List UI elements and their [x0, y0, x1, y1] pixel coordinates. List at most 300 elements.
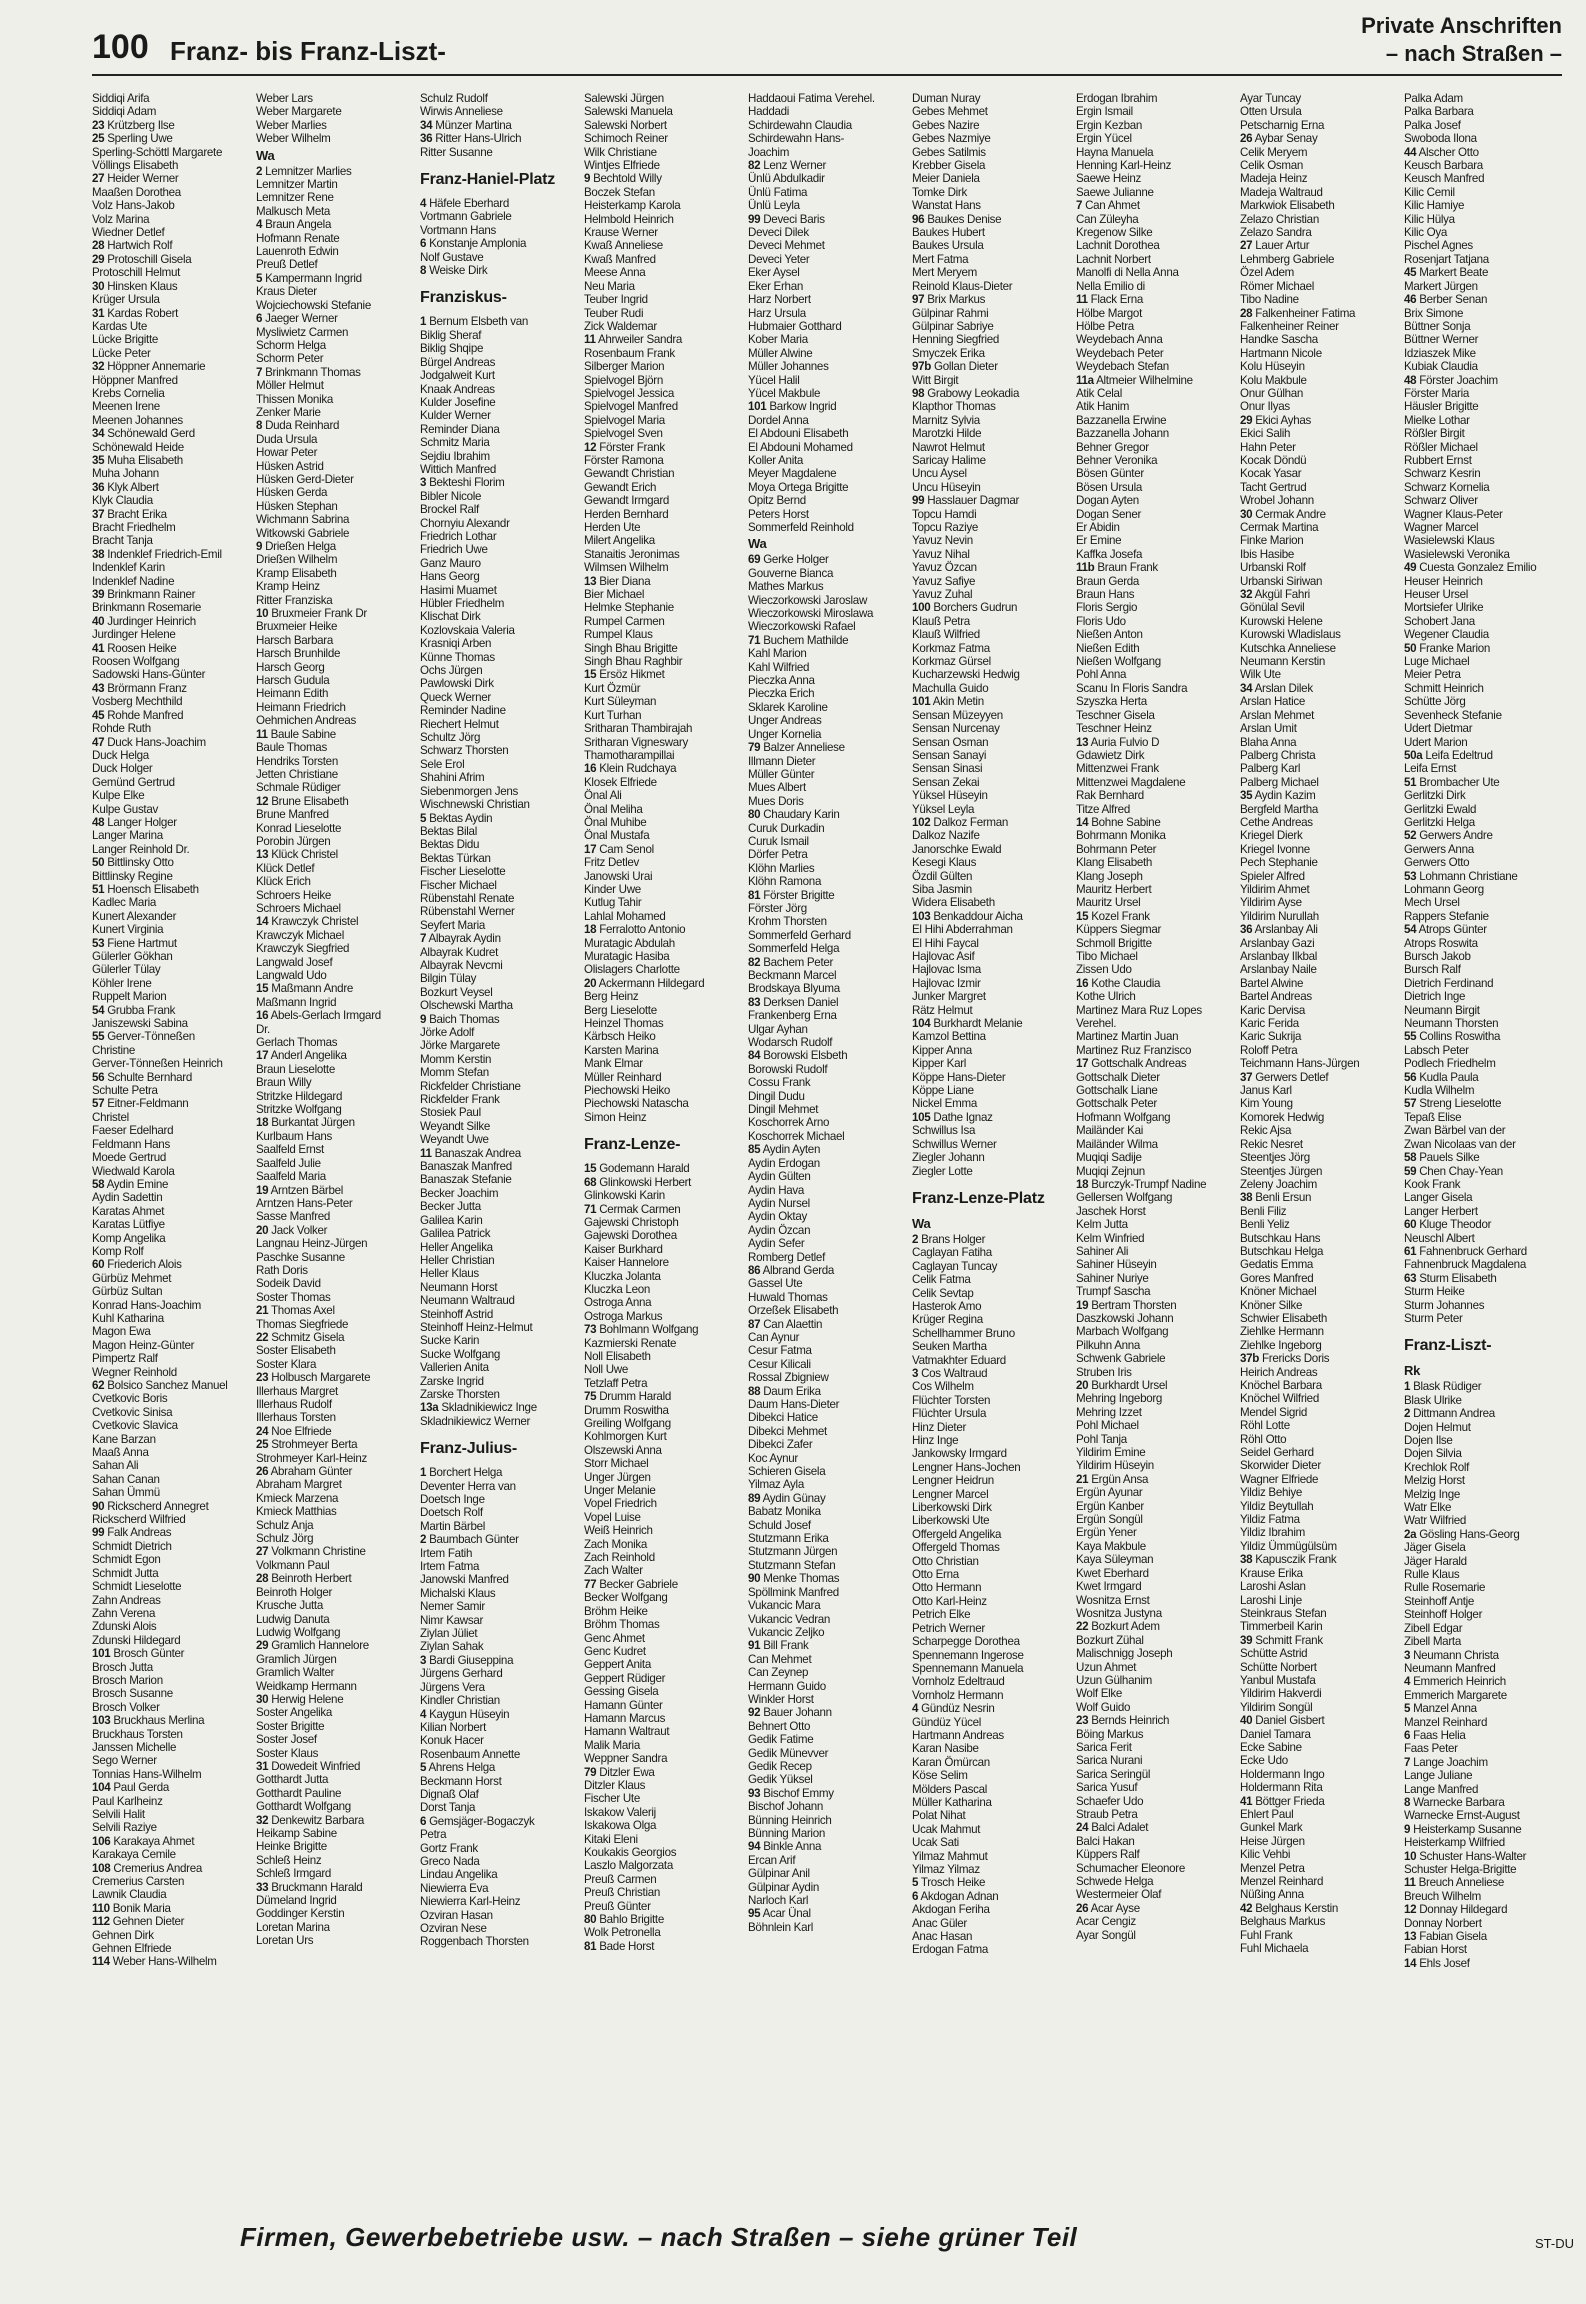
resident-name: Duck Holger [92, 762, 153, 776]
resident-name: Ziehlke Hermann [1240, 1325, 1324, 1339]
directory-entry [1240, 333, 1398, 346]
directory-entry [256, 553, 414, 566]
resident-name: Hamann Günter [584, 1698, 663, 1712]
resident-name: Kluczka Jolanta [584, 1269, 661, 1283]
resident-name: Beckmann Horst [420, 1774, 502, 1788]
resident-name: Gotthardt Pauline [256, 1786, 342, 1800]
directory-entry [584, 1551, 742, 1564]
directory-entry [420, 959, 578, 972]
resident-name: Dietrich Inge [1404, 990, 1466, 1004]
resident-name: Dalkoz Nazife [912, 829, 980, 843]
resident-name: Dümeland Ingrid [256, 1894, 337, 1908]
resident-name: Heikamp Sabine [256, 1827, 337, 1840]
directory-entry [1404, 1124, 1562, 1137]
directory-entry [584, 682, 742, 695]
resident-name: Klück Erich [256, 875, 311, 889]
house-number: 37b [1240, 1352, 1260, 1366]
directory-entry [1240, 709, 1398, 722]
directory-entry [420, 1214, 578, 1227]
directory-entry [912, 789, 1070, 802]
resident-name: Neumann Manfred [1404, 1661, 1496, 1675]
resident-name: Kurowski Helene [1240, 614, 1323, 628]
directory-entry [1076, 548, 1234, 561]
resident-name: Karakaya Cemile [92, 1848, 176, 1862]
directory-entry [912, 870, 1070, 883]
resident-name: Lange Juliane [1404, 1769, 1473, 1783]
directory-entry [1404, 1004, 1562, 1017]
directory-entry [1076, 1741, 1234, 1754]
directory-entry [1076, 1580, 1234, 1593]
directory-entry [912, 1071, 1070, 1084]
resident-name: Jurdinger Heinrich [107, 614, 196, 628]
directory-entry [748, 594, 906, 607]
directory-entry [584, 1310, 742, 1323]
resident-name: Cvetkovic Sinisa [92, 1405, 173, 1419]
directory-entry [748, 1157, 906, 1170]
section-title [1361, 12, 1562, 68]
directory-entry [912, 1675, 1070, 1688]
resident-name: Lemnitzer Martin [256, 178, 338, 192]
house-number: 41 [92, 641, 105, 655]
resident-name: Arslan Dilek [1254, 681, 1313, 695]
directory-entry [584, 1819, 742, 1832]
directory-entry [584, 1337, 742, 1350]
directory-entry [1404, 1528, 1562, 1541]
resident-name: Watr Wilfried [1404, 1514, 1467, 1528]
resident-name: Sensan Müzeyyen [912, 708, 1003, 722]
resident-name: Kriegel Ivonne [1240, 842, 1310, 856]
directory-entry [1404, 333, 1562, 346]
resident-name: Dibekci Zafer [748, 1438, 813, 1452]
directory-entry [748, 1371, 906, 1384]
resident-name: Gewandt Irmgard [584, 494, 670, 508]
directory-entry [584, 1071, 742, 1084]
directory-entry [584, 870, 742, 883]
resident-name: Thomas Siegfriede [256, 1317, 349, 1331]
directory-entry [1404, 1756, 1562, 1769]
directory-entry [748, 875, 906, 888]
resident-name: Gedik Fatime [748, 1733, 814, 1747]
directory-entry [92, 1620, 250, 1633]
resident-name: Möller Helmut [256, 379, 324, 393]
resident-name: Rossal Zbigniew [748, 1371, 829, 1385]
resident-name: Gündüz Nesrin [921, 1702, 995, 1716]
resident-name: Yildirim Nurullah [1240, 909, 1319, 923]
directory-entry [256, 486, 414, 499]
resident-name: Piechowski Natascha [584, 1097, 689, 1111]
resident-name: Pieczka Anna [748, 674, 815, 688]
resident-name: Saewe Heinz [1076, 172, 1142, 186]
directory-entry [584, 1497, 742, 1510]
house-number: 57 [92, 1097, 105, 1111]
resident-name: Duman Nuray [912, 92, 981, 105]
resident-name: Queck Werner [420, 690, 491, 704]
resident-name: Konrad Lieselotte [256, 821, 342, 835]
directory-entry [912, 481, 1070, 494]
directory-entry [1240, 374, 1398, 387]
directory-entry [584, 977, 742, 990]
resident-name: Ucak Mahmut [912, 1822, 981, 1836]
directory-entry [92, 1325, 250, 1338]
directory-entry [1076, 1272, 1234, 1285]
resident-name: Reminder Nadine [420, 704, 506, 718]
resident-name: Sensan Osman [912, 735, 989, 749]
directory-entry [92, 1232, 250, 1245]
house-number: 11b [1076, 561, 1095, 575]
directory-entry [420, 1533, 578, 1546]
directory-entry [420, 852, 578, 865]
resident-name: Falkenheiner Reiner [1240, 319, 1339, 333]
directory-entry [1240, 1433, 1398, 1446]
directory-entry [748, 1747, 906, 1760]
directory-entry [1240, 950, 1398, 963]
resident-name: Sahiner Ali [1076, 1244, 1129, 1258]
resident-name: Moya Ortega Brigitte [748, 480, 849, 494]
directory-entry [912, 1246, 1070, 1259]
house-number: 27 [92, 172, 105, 186]
directory-entry [256, 741, 414, 754]
directory-entry [912, 829, 1070, 842]
resident-name: Fahnenbruck Gerhard [1419, 1244, 1527, 1258]
resident-name: Klyk Albert [107, 480, 159, 494]
directory-entry [1404, 1434, 1562, 1447]
directory-entry [1240, 454, 1398, 467]
house-number: 43 [92, 681, 105, 695]
resident-name: Kriegel Dierk [1240, 829, 1303, 843]
directory-entry [584, 1097, 742, 1110]
directory-entry [256, 567, 414, 580]
directory-entry [92, 172, 250, 185]
house-number: 22 [1076, 1620, 1089, 1634]
resident-name: Geppert Anita [584, 1658, 651, 1672]
resident-name: Chen Chay-Yean [1419, 1164, 1503, 1178]
resident-name: Lücke Brigitte [92, 333, 159, 347]
resident-name: Vopel Friedrich [584, 1497, 657, 1511]
directory-entry [912, 1850, 1070, 1863]
directory-entry [256, 1076, 414, 1089]
house-number: 68 [584, 1175, 597, 1189]
directory-entry [256, 1626, 414, 1639]
house-number: 7 [1076, 199, 1083, 213]
directory-entry [1404, 1057, 1562, 1070]
district-code: Wa [256, 147, 275, 163]
resident-name: Ehls Josef [1419, 1956, 1470, 1970]
resident-name: Balci Hakan [1076, 1834, 1135, 1848]
resident-name: Howar Peter [256, 446, 318, 460]
resident-name: Zahn Verena [92, 1606, 156, 1620]
directory-entry [1404, 1165, 1562, 1178]
resident-name: Wiedner Detlef [92, 226, 165, 240]
resident-name: Özdil Gülten [912, 869, 973, 883]
directory-entry [1240, 1795, 1398, 1808]
directory-entry [92, 1942, 250, 1955]
directory-entry [584, 776, 742, 789]
resident-name: Balzer Anneliese [763, 741, 845, 755]
directory-entry [256, 915, 414, 928]
directory-entry [1240, 508, 1398, 521]
directory-entry [420, 1895, 578, 1908]
directory-entry [1404, 427, 1562, 440]
resident-name: Ozviran Nese [420, 1922, 487, 1935]
directory-entry [584, 816, 742, 829]
resident-name: Bektas Bilal [420, 824, 477, 838]
resident-name: Kulder Josefine [420, 395, 496, 409]
directory-entry [912, 427, 1070, 440]
resident-name: Brosch Susanne [92, 1687, 173, 1701]
directory-entry [1076, 467, 1234, 480]
resident-name: Janssen Michelle [92, 1740, 177, 1754]
resident-name: Kilic Oya [1404, 226, 1448, 240]
resident-name: Keusch Manfred [1404, 172, 1485, 186]
directory-entry [1240, 1205, 1398, 1218]
resident-name: Thomas Axel [271, 1304, 335, 1318]
resident-name: Christine [92, 1043, 136, 1057]
resident-name: Roggenbach Thorsten [420, 1935, 529, 1949]
directory-entry [92, 668, 250, 681]
directory-entry [420, 264, 578, 277]
directory-entry [584, 896, 742, 909]
resident-name: Hasterok Amo [912, 1299, 982, 1313]
directory-entry [256, 1103, 414, 1116]
directory-entry [420, 1361, 578, 1374]
directory-entry [92, 92, 250, 105]
directory-entry [584, 883, 742, 896]
directory-entry [748, 199, 906, 212]
resident-name: Flüchter Ursula [912, 1407, 987, 1421]
directory-entry [256, 245, 414, 258]
resident-name: Weber Marlies [256, 118, 327, 132]
directory-entry [912, 280, 1070, 293]
resident-name: Knöner Michael [1240, 1285, 1317, 1299]
directory-entry [912, 1649, 1070, 1662]
directory-entry [912, 1057, 1070, 1070]
resident-name: Knöchel Barbara [1240, 1379, 1322, 1392]
resident-name: Liberkowski Ute [912, 1514, 990, 1528]
resident-name: Boczek Stefan [584, 185, 655, 199]
directory-entry [584, 937, 742, 950]
directory-entry [1076, 320, 1234, 333]
directory-entry [420, 771, 578, 784]
resident-name: Trumpf Sascha [1076, 1285, 1151, 1299]
directory-entry [1076, 816, 1234, 829]
district-code: Rk [1404, 1363, 1421, 1379]
directory-entry [584, 1004, 742, 1017]
resident-name: Vukancic Vedran [748, 1612, 831, 1626]
directory-entry [1404, 870, 1562, 883]
resident-name: Meese Anna [584, 266, 646, 280]
resident-name: Bünning Heinrich [748, 1813, 832, 1827]
resident-name: Mauritz Herbert [1076, 882, 1152, 896]
resident-name: Klück Detlef [256, 861, 315, 875]
directory-entry [1076, 360, 1234, 373]
resident-name: Zdunski Hildegard [92, 1633, 181, 1647]
resident-name: Fischer Ute [584, 1792, 640, 1806]
resident-name: Konrad Hans-Joachim [92, 1298, 202, 1312]
resident-name: Pawlowski Dirk [420, 677, 494, 691]
directory-entry [1404, 374, 1562, 387]
resident-name: Salewski Norbert [584, 118, 667, 132]
resident-name: Leifa Edeltrud [1425, 748, 1493, 762]
directory-entry [912, 642, 1070, 655]
directory-entry [584, 186, 742, 199]
directory-entry [912, 239, 1070, 252]
resident-name: Duda Reinhard [265, 419, 340, 433]
house-number: 16 [256, 1009, 269, 1023]
resident-name: Aydin Özcan [748, 1223, 811, 1237]
directory-entry [1404, 762, 1562, 775]
directory-entry [1076, 856, 1234, 869]
directory-entry [92, 829, 250, 842]
resident-name: Krusche Jutta [256, 1599, 323, 1613]
resident-name: Cos Wilhelm [912, 1380, 974, 1394]
directory-entry [420, 1321, 578, 1334]
directory-entry [1076, 1057, 1234, 1070]
directory-entry [256, 1545, 414, 1558]
resident-name: Er Emine [1076, 534, 1122, 548]
resident-name: Blask Rüdiger [1413, 1380, 1482, 1394]
directory-entry [1240, 695, 1398, 708]
resident-name: Ergün Songül [1076, 1513, 1143, 1527]
directory-entry [584, 1162, 742, 1175]
resident-name: Gösling Hans-Georg [1419, 1527, 1520, 1541]
directory-entry [748, 862, 906, 875]
directory-entry [1076, 1821, 1234, 1834]
resident-name: Vornholz Hermann [912, 1688, 1004, 1702]
directory-entry [1404, 1461, 1562, 1474]
directory-entry [1076, 655, 1234, 668]
directory-entry [420, 651, 578, 664]
resident-name: Schütte Astrid [1240, 1647, 1308, 1661]
resident-name: Pischel Agnes [1404, 239, 1473, 253]
resident-name: Knaak Andreas [420, 382, 495, 396]
directory-entry [1404, 990, 1562, 1003]
resident-name: Harsch Gudula [256, 674, 330, 688]
directory-entry [912, 1702, 1070, 1715]
directory-entry [256, 674, 414, 687]
resident-name: Sommerfeld Reinhold [748, 521, 854, 534]
directory-entry [748, 400, 906, 413]
directory-entry [92, 280, 250, 293]
resident-name: Brinkmann Rainer [107, 588, 196, 602]
directory-entry [256, 1693, 414, 1706]
resident-name: Breuch Wilhelm [1404, 1889, 1481, 1903]
resident-name: Gülerler Tülay [92, 963, 161, 977]
resident-name: Bracht Tanja [92, 534, 153, 548]
directory-entry [420, 1882, 578, 1895]
directory-entry [584, 1189, 742, 1202]
directory-entry [912, 1233, 1070, 1246]
directory-entry [1076, 1084, 1234, 1097]
resident-name: Atik Celal [1076, 386, 1122, 400]
house-number: 55 [1404, 1030, 1417, 1044]
resident-name: Ostroga Markus [584, 1309, 663, 1323]
house-number: 15 [256, 982, 269, 996]
directory-entry [420, 503, 578, 516]
directory-entry [256, 942, 414, 955]
directory-entry [584, 856, 742, 869]
resident-name: Langer Holger [107, 815, 177, 829]
resident-name: Idziaszek Mike [1404, 346, 1476, 360]
resident-name: Schwarz Kesrin [1404, 467, 1481, 481]
directory-entry [912, 1084, 1070, 1097]
resident-name: Mittenzwei Magdalene [1076, 775, 1186, 789]
directory-entry [748, 132, 906, 145]
house-number: 40 [92, 614, 105, 628]
directory-entry [92, 1687, 250, 1700]
resident-name: Gedik Yüksel [748, 1773, 813, 1787]
directory-entry [92, 1647, 250, 1660]
house-number: 8 [256, 419, 263, 433]
resident-name: Janorschke Ewald [912, 842, 1002, 856]
resident-name: Mysliwietz Carmen [256, 325, 349, 339]
directory-entry [748, 1224, 906, 1237]
directory-column [1404, 92, 1562, 2202]
directory-entry [256, 92, 414, 105]
resident-name: Dordel Anna [748, 413, 809, 427]
resident-name: Kluge Theodor [1419, 1218, 1492, 1232]
directory-entry [1076, 1647, 1234, 1660]
resident-name: Gottschalk Dieter [1076, 1070, 1160, 1084]
resident-name: Duck Helga [92, 748, 149, 762]
directory-entry [748, 1733, 906, 1746]
resident-name: Shahini Afrim [420, 771, 485, 785]
directory-entry [256, 1251, 414, 1264]
resident-name: Sucke Karin [420, 1334, 480, 1348]
directory-entry [1404, 467, 1562, 480]
house-number: 10 [256, 607, 269, 621]
directory-entry [584, 1229, 742, 1242]
resident-name: Peters Horst [748, 507, 809, 521]
resident-name: Schmidt Jutta [92, 1566, 159, 1580]
directory-entry [256, 312, 414, 325]
resident-name: Koller Anita [748, 453, 804, 467]
directory-entry [1076, 1419, 1234, 1432]
resident-name: Franke Marion [1419, 641, 1491, 655]
resident-name: Fritz Detlev [584, 856, 640, 870]
resident-name: Atrops Günter [1418, 923, 1487, 937]
resident-name: Krüger Regina [912, 1313, 983, 1327]
directory-entry [92, 441, 250, 454]
resident-name: Sritharan Vigneswary [584, 735, 688, 749]
directory-entry [748, 1907, 906, 1920]
resident-name: Mailänder Wilma [1076, 1137, 1158, 1151]
directory-entry [1240, 1352, 1398, 1365]
resident-name: Titze Alfred [1076, 802, 1130, 816]
resident-name: Magon Heinz-Günter [92, 1338, 195, 1352]
resident-name: Rübenstahl Renate [420, 891, 515, 905]
directory-entry [92, 239, 250, 252]
house-number: 101 [92, 1647, 111, 1661]
directory-entry [1404, 266, 1562, 279]
directory-entry [1240, 923, 1398, 936]
house-number: 25 [256, 1438, 269, 1452]
directory-entry [748, 1680, 906, 1693]
directory-entry [1076, 1044, 1234, 1057]
directory-entry [1404, 1151, 1562, 1164]
directory-entry [912, 1380, 1070, 1393]
resident-name: Selvili Halit [92, 1808, 145, 1821]
directory-entry [1240, 1030, 1398, 1043]
directory-entry [748, 1881, 906, 1894]
directory-entry [92, 1848, 250, 1861]
resident-name: Yilmaz Ayla [748, 1478, 804, 1492]
directory-entry [1076, 266, 1234, 279]
resident-name: Brinkmann Thomas [265, 365, 361, 379]
directory-entry [912, 601, 1070, 614]
directory-entry [420, 1654, 578, 1667]
directory-entry [256, 1264, 414, 1277]
directory-entry [92, 508, 250, 521]
